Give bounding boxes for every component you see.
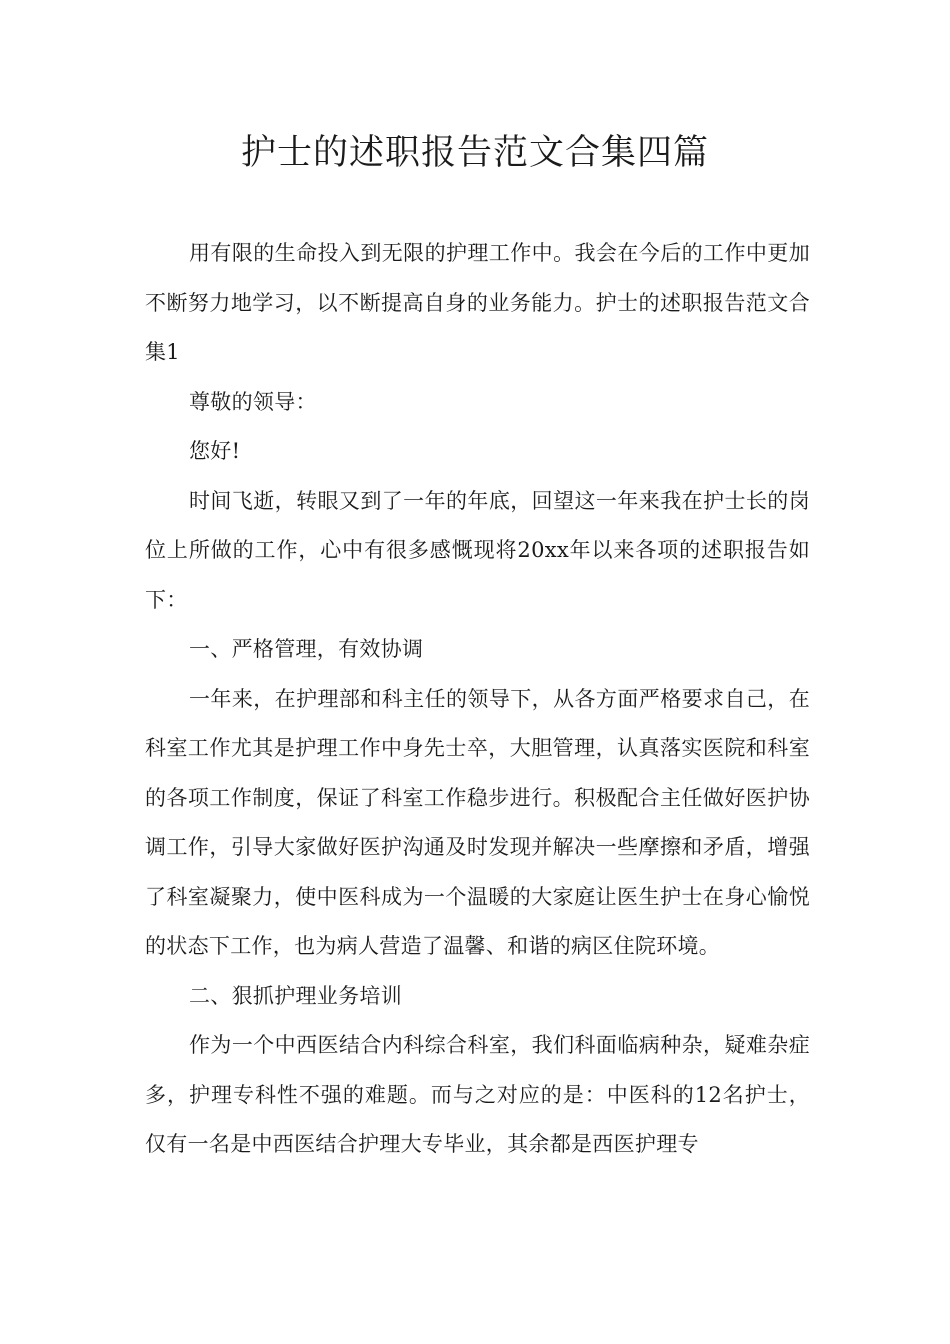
opening-paragraph: 时间飞逝，转眼又到了一年的年底，回望这一年来我在护士长的岗位上所做的工作，心中有很多感慨现将20xx年以来各项的述职报告如下： [145,488,810,612]
salutation: 尊敬的领导： [189,389,317,414]
section-heading-2: 二、狠抓护理业务培训 [189,983,402,1008]
section-2-paragraph: 作为一个中西医结合内科综合科室，我们科面临病种杂，疑难杂症多，护理专科性不强的难题。而与之对应的是：中医科的12名护士，仅有一名是中西医结合护理大专毕业，其余都是西医护理专 [145,1033,810,1156]
section-heading-1: 一、严格管理，有效协调 [189,637,424,661]
document-title: 护士的述职报告范文合集四篇 [240,133,709,173]
intro-paragraph: 用有限的生命投入到无限的护理工作中。我会在今后的工作中更加不断努力地学习，以不断提高自身的业务能力。护士的述职报告范文合集1 [145,241,810,364]
section-1-paragraph: 一年来，在护理部和科主任的领导下，从各方面严格要求自己，在科室工作尤其是护理工作中身先士卒，大胆管理，认真落实医院和科室的各项工作制度，保证了科室工作稳步进行。积极配合主任做好医护协调工作，引导大家做好医护沟通及时发现并解决一些摩擦和矛盾，增强了科室凝聚力，使中医科成为一个温暖的大家庭让医生护士在身心愉悦的状态下工作，也为病人营造了温馨、和谐的病区住院环境。 [145,686,810,958]
greeting: 您好! [189,439,241,463]
document-body [145,229,810,1170]
